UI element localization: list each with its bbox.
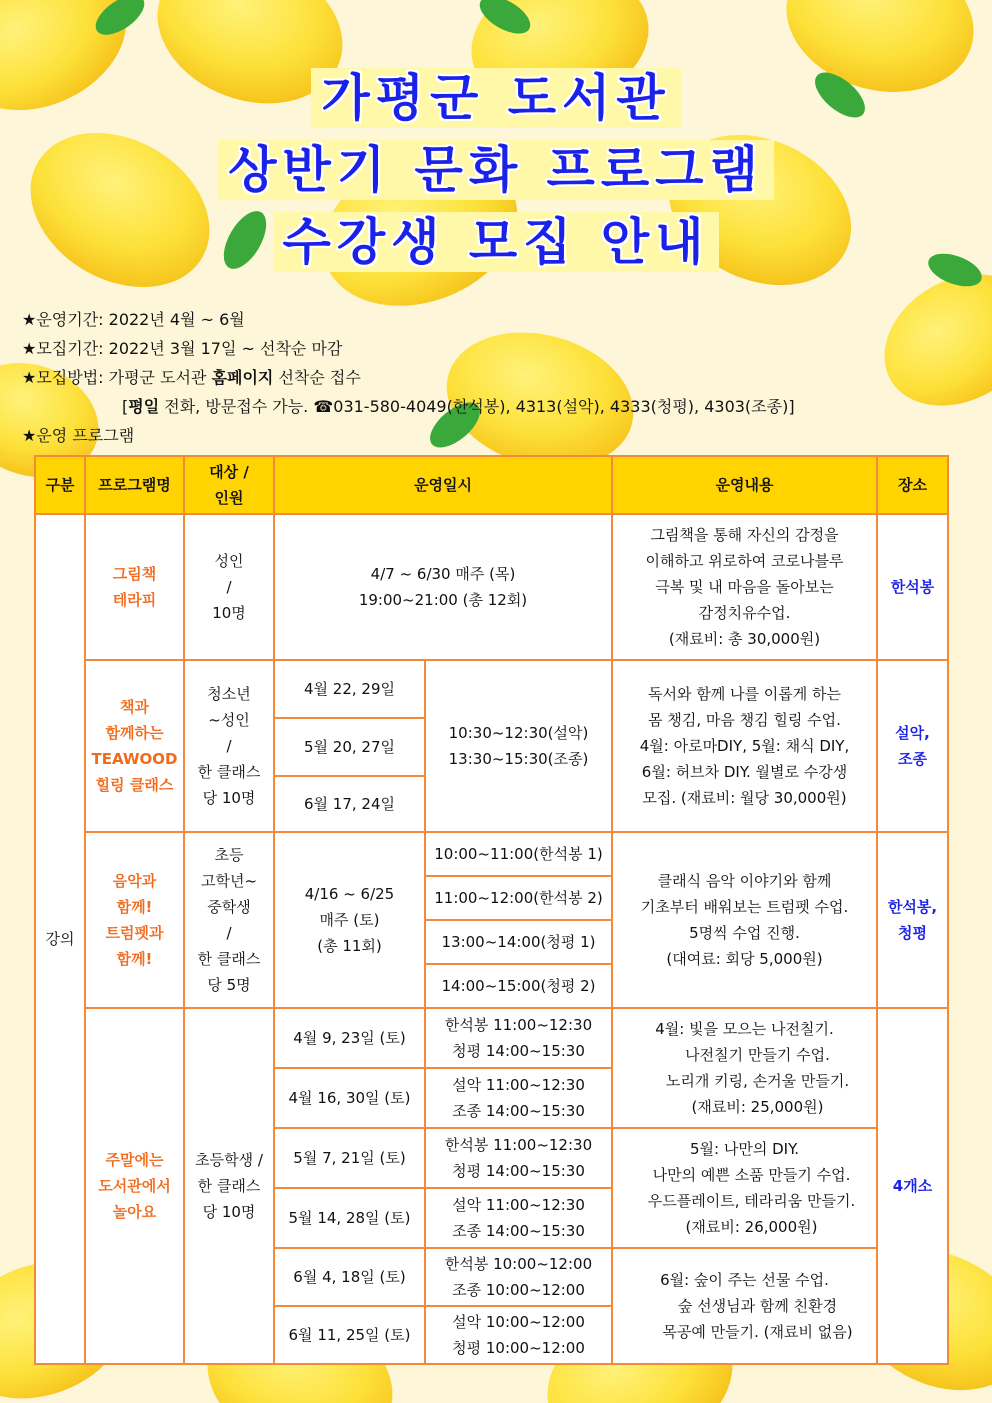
- time-cell: 설악 10:00~12:00 청평 10:00~12:00: [425, 1306, 612, 1364]
- table-row: [35, 514, 948, 660]
- date-cell: 4/16 ~ 6/25 매주 (토) (총 11회): [274, 832, 425, 1008]
- weekday-bracket: [: [122, 397, 129, 416]
- place-cell: 설악, 조종: [877, 660, 948, 832]
- time-cell: 한석봉 11:00~12:30 청평 14:00~15:30: [425, 1128, 612, 1188]
- content-cell: 클래식 음악 이야기와 함께 기초부터 배워보는 트럼펫 수업. 5명씩 수업 진행. (대여료: 회당 5,000원): [612, 832, 877, 1008]
- weekday-contact: [22, 392, 795, 421]
- header-name: 프로그램명: [85, 456, 184, 514]
- table-row: [35, 832, 948, 876]
- table-row: [35, 1008, 948, 1068]
- header-schedule: 운영일시: [274, 456, 612, 514]
- content-cell: 그림책을 통해 자신의 감정을 이해하고 위로하여 코로나블루 극복 및 내 마음을 돌아보는 감정치유수업. (재료비: 총 30,000원): [612, 514, 877, 660]
- date-cell: 4월 9, 23일 (토): [274, 1008, 425, 1068]
- category-cell: 강의: [35, 514, 85, 1364]
- homepage-text: 홈페이지: [211, 368, 274, 387]
- weekday-text: 평일: [128, 397, 160, 416]
- target-cell: 초등학생 / 한 클래스 당 10명: [184, 1008, 274, 1364]
- time-cell: 11:00~12:00(한석봉 2): [425, 876, 612, 920]
- title-line-2: 상반기 문화 프로그램: [218, 140, 774, 200]
- date-cell: 5월 20, 27일: [274, 718, 425, 776]
- table-header-row: [35, 456, 948, 514]
- date-cell: 6월 17, 24일: [274, 776, 425, 832]
- time-cell: 14:00~15:00(청평 2): [425, 964, 612, 1008]
- info-section: [22, 305, 795, 450]
- place-cell: 4개소: [877, 1008, 948, 1364]
- header-place: 장소: [877, 456, 948, 514]
- time-cell: 13:00~14:00(청평 1): [425, 920, 612, 964]
- program-table: [34, 455, 949, 1365]
- title-line-3: 수강생 모집 안내: [273, 212, 720, 272]
- page-title: [0, 62, 992, 278]
- date-cell: 5월 7, 21일 (토): [274, 1128, 425, 1188]
- program-name: 그림책 테라피: [85, 514, 184, 660]
- date-cell: 4월 16, 30일 (토): [274, 1068, 425, 1128]
- header-content: 운영내용: [612, 456, 877, 514]
- title-line-1: 가평군 도서관: [311, 68, 680, 128]
- content-cell: 독서와 함께 나를 이롭게 하는 몸 챙김, 마음 챙김 힐링 수업. 4월: 아로마DIY, 5월: 채식 DIY, 6월: 허브차 DIY. 월별로 수강생 모집. (재료비: 월당 30,000원): [612, 660, 877, 832]
- time-cell: 한석봉 10:00~12:00 조종 10:00~12:00: [425, 1248, 612, 1306]
- recruit-method-text: ★모집방법: 가평군 도서관: [22, 368, 212, 387]
- place-cell: 한석봉, 청평: [877, 832, 948, 1008]
- target-cell: 청소년 ~성인 / 한 클래스 당 10명: [184, 660, 274, 832]
- header-category: 구분: [35, 456, 85, 514]
- date-cell: 6월 11, 25일 (토): [274, 1306, 425, 1364]
- operation-period: ★운영기간: 2022년 4월 ~ 6월: [22, 310, 245, 329]
- target-cell: 초등 고학년~ 중학생 / 한 클래스 당 5명: [184, 832, 274, 1008]
- content-cell: 4월: 빛을 모으는 나전칠기. 나전칠기 만들기 수업. 노리개 키링, 손거울 만들기. (재료비: 25,000원): [612, 1008, 877, 1128]
- content-cell: 5월: 나만의 DIY. 나만의 예쁜 소품 만들기 수업. 우드플레이트, 테라리움 만들기. (재료비: 26,000원): [612, 1128, 877, 1248]
- target-cell: 성인 / 10명: [184, 514, 274, 660]
- recruit-method-suffix: 선착순 접수: [273, 368, 361, 387]
- table-row: [35, 660, 948, 718]
- program-label: ★운영 프로그램: [22, 426, 135, 445]
- date-cell: 5월 14, 28일 (토): [274, 1188, 425, 1248]
- program-name: 주말에는 도서관에서 놀아요: [85, 1008, 184, 1364]
- phone-info: 전화, 방문접수 가능. ☎031-580-4049(한석봉), 4313(설악), 4333(청평), 4303(조종)]: [159, 397, 795, 416]
- time-cell: 10:30~12:30(설악) 13:30~15:30(조종): [425, 660, 612, 832]
- recruit-method: [22, 363, 795, 392]
- time-cell: 한석봉 11:00~12:30 청평 14:00~15:30: [425, 1008, 612, 1068]
- date-cell: 6월 4, 18일 (토): [274, 1248, 425, 1306]
- time-cell: 설악 11:00~12:30 조종 14:00~15:30: [425, 1068, 612, 1128]
- place-cell: 한석봉: [877, 514, 948, 660]
- time-cell: 10:00~11:00(한석봉 1): [425, 832, 612, 876]
- schedule-cell: 4/7 ~ 6/30 매주 (목) 19:00~21:00 (총 12회): [274, 514, 612, 660]
- program-name: 음악과 함께! 트럼펫과 함께!: [85, 832, 184, 1008]
- header-target: 대상 / 인원: [184, 456, 274, 514]
- content-cell: 6월: 숲이 주는 선물 수업. 숲 선생님과 함께 친환경 목공예 만들기. (재료비 없음): [612, 1248, 877, 1364]
- time-cell: 설악 11:00~12:30 조종 14:00~15:30: [425, 1188, 612, 1248]
- date-cell: 4월 22, 29일: [274, 660, 425, 718]
- program-name: 책과 함께하는 TEAWOOD 힐링 클래스: [85, 660, 184, 832]
- recruit-period: ★모집기간: 2022년 3월 17일 ~ 선착순 마감: [22, 339, 343, 358]
